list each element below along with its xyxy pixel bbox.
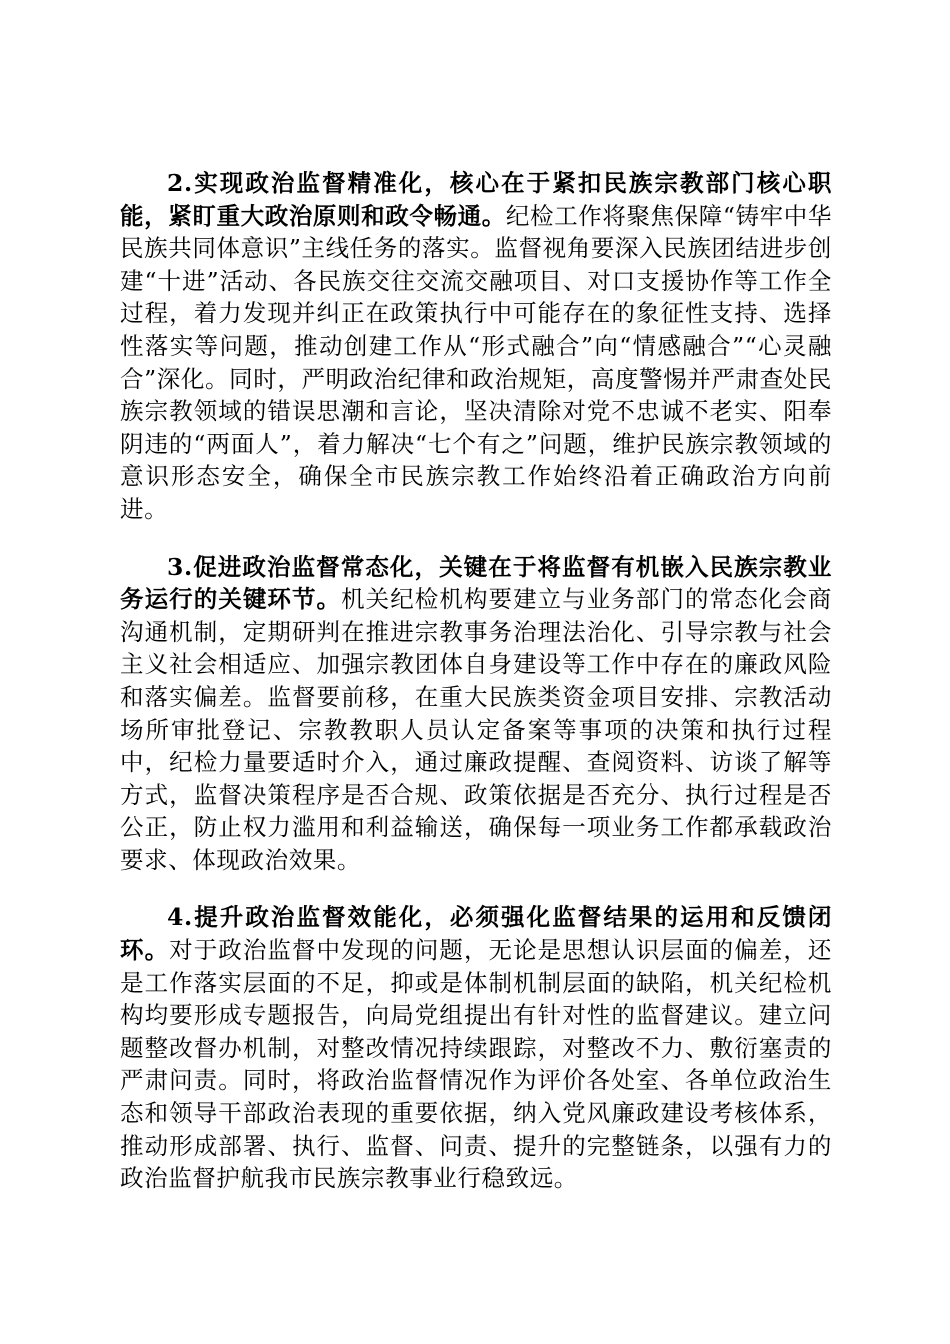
- paragraph-2-heading: 2.实现政治监督精准化，核心在于紧扣民族宗教部门核心职能，紧盯重大政治原则和政令畅通。: [120, 169, 832, 230]
- paragraph-4: [120, 901, 832, 1194]
- paragraph-2-text: 纪检工作将聚焦保障“铸牢中华民族共同体意识”主线任务的落实。监督视角要深入民族团结进步创建“十进”活动、各民族交往交流交融项目、对口支援协作等工作全过程，着力发现并纠正在政策执行中可能存在的象征性支持、选择性落实等问题，推动创建工作从“形式融合”向“情感融合”“心灵融合”深化。同时，严明政治纪律和政治规矩，高度警惕并严肃查处民族宗教领域的错误思潮和言论，坚决清除对党不忠诚不老实、阳奉阴违的“两面人”，着力解决“七个有之”问题，维护民族宗教领域的意识形态安全，确保全市民族宗教工作始终沿着正确政治方向前进。: [120, 201, 832, 523]
- paragraph-3-text: 机关纪检机构要建立与业务部门的常态化会商沟通机制，定期研判在推进宗教事务治理法治化、引导宗教与社会主义社会相适应、加强宗教团体自身建设等工作中存在的廉政风险和落实偏差。监督要前移，在重大民族类资金项目安排、宗教活动场所审批登记、宗教教职人员认定备案等事项的决策和执行过程中，纪检力量要适时介入，通过廉政提醒、查阅资料、访谈了解等方式，监督决策程序是否合规、政策依据是否充分、执行过程是否公正，防止权力滥用和利益输送，确保每一项业务工作都承载政治要求、体现政治效果。: [120, 585, 832, 874]
- paragraph-3-heading: 3.促进政治监督常态化，关键在于将监督有机嵌入民族宗教业务运行的关键环节。: [120, 552, 832, 614]
- paragraph-2: [120, 167, 832, 526]
- document-body: [120, 167, 832, 1220]
- paragraph-4-text: 对于政治监督中发现的问题，无论是思想认识层面的偏差，还是工作落实层面的不足，抑或是体制机制层面的缺陷，机关纪检机构均要形成专题报告，向局党组提出有针对性的监督建议。建立问题整改督办机制，对整改情况持续跟踪，对整改不力、敷衍塞责的严肃问责。同时，将政治监督情况作为评价各处室、各单位政治生态和领导干部政治表现的重要依据，纳入党风廉政建设考核体系，推动形成部署、执行、监督、问责、提升的完整链条，以强有力的政治监督护航我市民族宗教事业行稳致远。: [120, 936, 832, 1193]
- paragraph-3: [120, 551, 832, 877]
- paragraph-4-heading: 4.提升政治监督效能化，必须强化监督结果的运用和反馈闭环。: [120, 903, 832, 965]
